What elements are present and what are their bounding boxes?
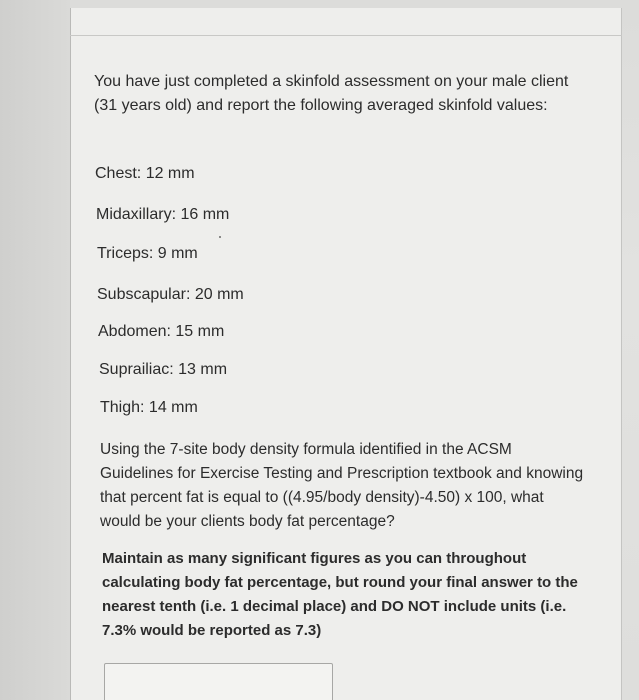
measurement-midaxillary: Midaxillary: 16 mm — [96, 206, 230, 223]
card-header-divider — [70, 10, 622, 36]
rounding-note: Maintain as many significant figures as you can throughout calculating body fat percentage, but round your final answer to the nearest tenth (i.e. 1 decimal place) and DO NOT include units (i.e. 7.3% would be reported as 7.3) — [102, 550, 578, 639]
stray-mark — [219, 236, 221, 238]
measurement-suprailiac: Suprailiac: 13 mm — [99, 361, 228, 378]
measurement-subscapular: Subscapular: 20 mm — [97, 286, 244, 303]
question-intro: You have just completed a skinfold assessment on your male client (31 years old) and report the following averaged skinfold values: — [94, 73, 569, 114]
measurement-triceps: Triceps: 9 mm — [97, 245, 198, 262]
answer-input[interactable] — [104, 663, 333, 700]
left-margin — [0, 0, 70, 700]
measurement-chest: Chest: 12 mm — [95, 165, 195, 182]
measurement-thigh: Thigh: 14 mm — [100, 399, 198, 416]
question-instruction: Using the 7-site body density formula identified in the ACSM Guidelines for Exercise Testing and Prescription textbook and knowing that percent fat is equal to ((4.95/body density)-4.50) x 100, what would be your clients body fat percentage? — [100, 441, 584, 530]
measurement-abdomen: Abdomen: 15 mm — [98, 323, 225, 340]
